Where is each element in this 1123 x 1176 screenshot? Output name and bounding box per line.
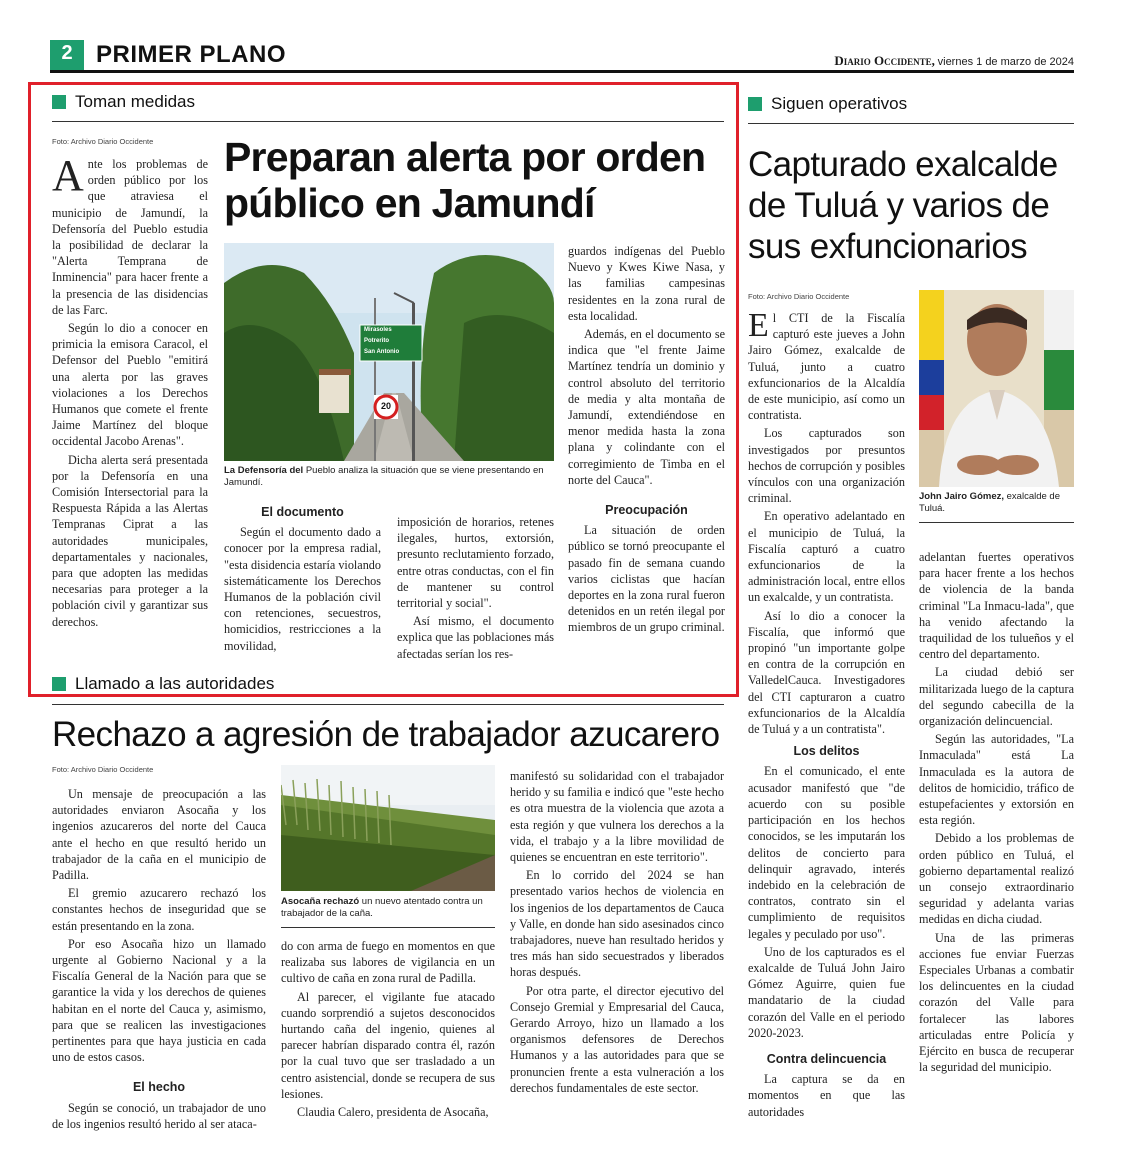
paragraph: Uno de los capturados es el exalcalde de Tuluá John Jairo Gómez Aguirre, quien fue mandatario de la ciudad corazón del Valle en el periodo 2020-2023. (748, 944, 905, 1040)
article3-headline: Rechazo a agresión de trabajador azucarero (52, 715, 720, 754)
speed-limit-sign: 20 (380, 401, 391, 411)
road-sign-1: Mirasoles (364, 327, 392, 333)
jamundi-road-photo (224, 243, 554, 461)
divider (52, 704, 724, 705)
kicker-square (748, 97, 762, 111)
article2-col1 (748, 307, 905, 1122)
divider (919, 522, 1074, 523)
paragraph: Por otra parte, el director ejecutivo del Consejo Gremial y Empresarial del Cauca, Gerardo Arroyo, hizo un llamado a los organismos defensores de Derechos Humanos y a las autoridades para que se pronuncien frente a esta vulneración a los derechos fundamentales de este sector. (510, 983, 724, 1095)
paragraph: Además, en el documento se indica que "el frente Jaime Martínez tendría un dominio y control absoluto del territorio de media y alta montaña de Jamundí, extendiéndose en menor medida hasta la zona plana y colindante con el corregimiento de Timba en el norte del Cauca". (568, 327, 725, 487)
kicker-text: Siguen operativos (771, 94, 908, 113)
article3-col2 (281, 938, 495, 1122)
paragraph: do con arma de fuego en momentos en que realizaba sus labores de vigilancia en un cultivo de caña en zona rural de Padilla. (281, 939, 495, 986)
divider (281, 927, 495, 928)
paragraph: Un mensaje de preocupación a las autoridades enviaron Asocaña y los ingenios azucareros del norte del Cauca ante el hecho en que resultó herido un trabajador de la caña en el municipio de Padilla. (52, 787, 266, 883)
kicker-toman-medidas (52, 92, 195, 112)
portrait-caption (919, 491, 1074, 515)
paragraph: Según se conoció, un trabajador de uno de los ingenios resultó herido al ser ataca- (52, 1100, 266, 1131)
subhead-contra-delincuencia: Contra delincuencia (766, 1051, 887, 1066)
paragraph: Una de las primeras acciones fue enviar Fuerzas Especiales Urbanas a combatir los delincuentes en la ciudad corazón del Valle para fortalecer las labores articuladas entre Policía y Ejército en busca de recuperar la seguridad del municipio. (919, 930, 1074, 1075)
section-title: PRIMER PLANO (96, 41, 287, 68)
paragraph: Según las autoridades, "La Inmaculada" está La Inmaculada es la autora de delitos de homicidio, tráfico de estupefacientes y extorsión en esta región. (919, 732, 1074, 828)
paragraph: Por eso Asocaña hizo un llamado urgente al Gobierno Nacional y a la Fiscalía General de la Nación para que se garantice la vida y los derechos de quienes habitan en el norte del Cauca y, asimismo, para que se realicen las investigaciones pertinentes para que haya justicia en cada uno de estos casos. (52, 936, 266, 1065)
paragraph: Así lo dio a conocer la Fiscalía, que informó que propinó "un importante golpe en contra de la corrupción en ValledelCauca. Investigadores del CTI capturaron a cuatro exfuncionarios de la Alcaldía de Tuluá y a un contratista". (748, 608, 905, 737)
divider (52, 121, 724, 122)
paper-name: Diario Occidente, (834, 53, 935, 68)
photo-credit: Foto: Archivo Diario Occidente (52, 137, 154, 146)
paragraph: El gremio azucarero rechazó los constantes hechos de inseguridad que se están presentando en la zona. (52, 886, 266, 933)
caption-bold: La Defensoría del (224, 465, 304, 476)
paragraph: Los capturados son investigados por presuntos hechos de corrupción y posibles vínculos con una organización criminal. (748, 426, 905, 506)
paragraph: En operativo adelantado en el municipio de Tuluá, la Fiscalía capturó a cuatro exfuncionarios de la administración local, entre ellos un exalcalde, y un contratista. (748, 509, 905, 605)
caption-bold: Asocaña rechazó (281, 896, 360, 907)
road-sign-2: Potrerito (364, 338, 390, 344)
article1-col2 (224, 498, 381, 656)
sugarcane-caption (281, 896, 495, 920)
paragraph (748, 307, 905, 423)
paragraph: La captura se da en momentos en que las autoridades (748, 1072, 905, 1119)
caption-bold: John Jairo Gómez, (919, 491, 1004, 502)
subhead-el-documento: El documento (261, 505, 344, 519)
paragraph: manifestó su solidaridad con el trabajador herido y su familia e indicó que "este hecho es otra muestra de la violencia que azota a esta región y que vulnera los derechos a la vida, el trabajo y a la libre movilidad de quienes se encuentran en este territorio". (510, 769, 724, 865)
paragraph: Debido a los problemas de orden público en Tuluá, el gobierno departamental realizó un consejo extraordinario seguridad y adelanta varias medidas en dicha ciudad. (919, 831, 1074, 927)
subhead-preocupacion: Preocupación (605, 503, 688, 518)
caption-text: exalcalde de Tuluá. (919, 491, 1060, 514)
kicker-siguen-operativos (748, 94, 907, 114)
header-rule (50, 70, 1074, 73)
kicker-llamado (52, 674, 274, 694)
kicker-square (52, 677, 66, 691)
article3-col3 (510, 768, 724, 1098)
article2-headline: Capturado exalcalde de Tuluá y varios de sus exfuncionarios (748, 145, 1058, 266)
paragraph-text: l CTI de la Fiscalía capturó este jueves a John Jairo Gómez, exalcalde de Tuluá, junto a cuatro exfuncionarios de la Alcaldía de este municipio, así como un contratista. (748, 311, 905, 423)
photo-credit: Foto: Archivo Diario Occidente (748, 292, 850, 301)
portrait-photo (919, 290, 1074, 487)
kicker-square (52, 95, 66, 109)
article1-col4 (568, 243, 725, 638)
road-sign-3: San Antonio (364, 349, 400, 355)
article2-col2 (919, 549, 1074, 1078)
dropcap: E (748, 307, 769, 344)
divider (748, 123, 1074, 124)
subhead-el-hecho: El hecho (132, 1080, 186, 1095)
article1-headline: Preparan alerta por orden público en Jamundí (224, 134, 706, 226)
paragraph: guardos indígenas del Pueblo Nuevo y Kwes Kiwe Nasa, y las familias campesinas residentes en la zona rural de esta localidad. (568, 244, 725, 323)
paragraph: En el comunicado, el ente acusador manifestó que "de acuerdo con su posible participación en los hechos conocidos, se les imputarán los delitos de concierto para delinquir agravado, interés indebido en la celebración de contratos, contrato sin el cumplimiento de requisitos legales y peculado por uso". (748, 764, 905, 941)
article1-col1 (52, 151, 208, 632)
kicker-text: Llamado a las autoridades (75, 674, 275, 693)
paragraph (52, 151, 208, 318)
sugarcane-illustration (281, 765, 495, 891)
paragraph: imposición de horarios, retenes ilegales, hurtos, extorsión, presunto reclutamiento forzado, entre otras conductas, con el fin de mantener su control territorial y social". (397, 515, 554, 611)
issue-date: viernes 1 de marzo de 2024 (937, 56, 1074, 68)
portrait-illustration (919, 290, 1074, 487)
dropcap: A (52, 151, 84, 200)
caption-text: un nuevo atentado contra un trabajador de la caña. (281, 896, 483, 919)
paragraph: En lo corrido del 2024 se han presentado varios hechos de violencia en los ingenios de los departamentos de Cauca y Valle, en donde han sido asesinados cinco trabajadores, nueve han resultado heridos y tres más han sido secuestrados y liberados horas después. (510, 868, 724, 980)
masthead-meta (780, 53, 1074, 69)
paragraph: Claudia Calero, presidenta de Asocaña, (297, 1105, 489, 1120)
page-number: 2 (61, 42, 73, 64)
paragraph: Así mismo, el documento explica que las poblaciones más afectadas serían los res- (397, 614, 554, 661)
paragraph: La situación de orden público se tornó preocupante el pasado fin de semana cuando varios ciclistas que hacían deportes en la zona rural fueron detenidos en un retén ilegal por miembros de un grupo criminal. (568, 523, 725, 635)
photo-credit: Foto: Archivo Diario Occidente (52, 765, 154, 774)
paragraph: Según lo dio a conocer en primicia la emisora Caracol, el Defensor del Pueblo "emitirá una alerta por las graves violaciones a los Derechos Humanos que comete el frente Jaime Martínez del bloque occidental Jacobo Arenas". (52, 321, 208, 449)
article3-col1 (52, 786, 266, 1134)
article1-col3 (397, 514, 554, 664)
paragraph: Dicha alerta será presentada por la Defensoría en una Comisión Intersectorial para la Respuesta Rápida a las Alertas Tempranas Ciprat a las autoridades municipales, departamentales y nacionales, para que adopten las medidas necesarias para proteger a la población civil y garantizar sus derechos. (52, 452, 208, 629)
paragraph: La ciudad debió ser militarizada luego de la captura del segundo cabecilla de la organización delincuencial. (919, 665, 1074, 729)
paragraph: Según el documento dado a conocer por la empresa radial, "esta disidencia estaría violando sistemáticamente los Derechos Humanos de la población civil con retenciones, secuestros, homicidios, restricciones a la movilidad, (224, 525, 381, 653)
subhead-los-delitos: Los delitos (793, 744, 860, 759)
paragraph-text: nte los problemas de orden público por los que atraviesa el municipio de Jamundí, la Defensoría del Pueblo estudia la posibilidad de declarar la "Alerta Temprana de Inminencia" para hacer frente a la presencia de las disidencias de las Farc. (52, 157, 208, 317)
photo-caption (224, 465, 554, 489)
sugarcane-photo (281, 765, 495, 891)
paragraph: Al parecer, el vigilante fue atacado cuando sorprendió a sujetos desconocidos hurtando caña del ingenio, quienes al parecer habrían disparado contra él, razón por la cual tuvo que ser trasladado a un centro asistencial, donde se recupera de sus lesiones. (281, 989, 495, 1101)
caption-text: Pueblo analiza la situación que se viene presentando en Jamundí. (224, 465, 544, 488)
kicker-text: Toman medidas (75, 92, 196, 111)
paragraph: adelantan fuertes operativos para hacer frente a los hechos de violencia de la banda criminal "La Inmacu-lada", que ha venido afectando la traquilidad de los tulueños y el centro del departamento. (919, 550, 1074, 662)
